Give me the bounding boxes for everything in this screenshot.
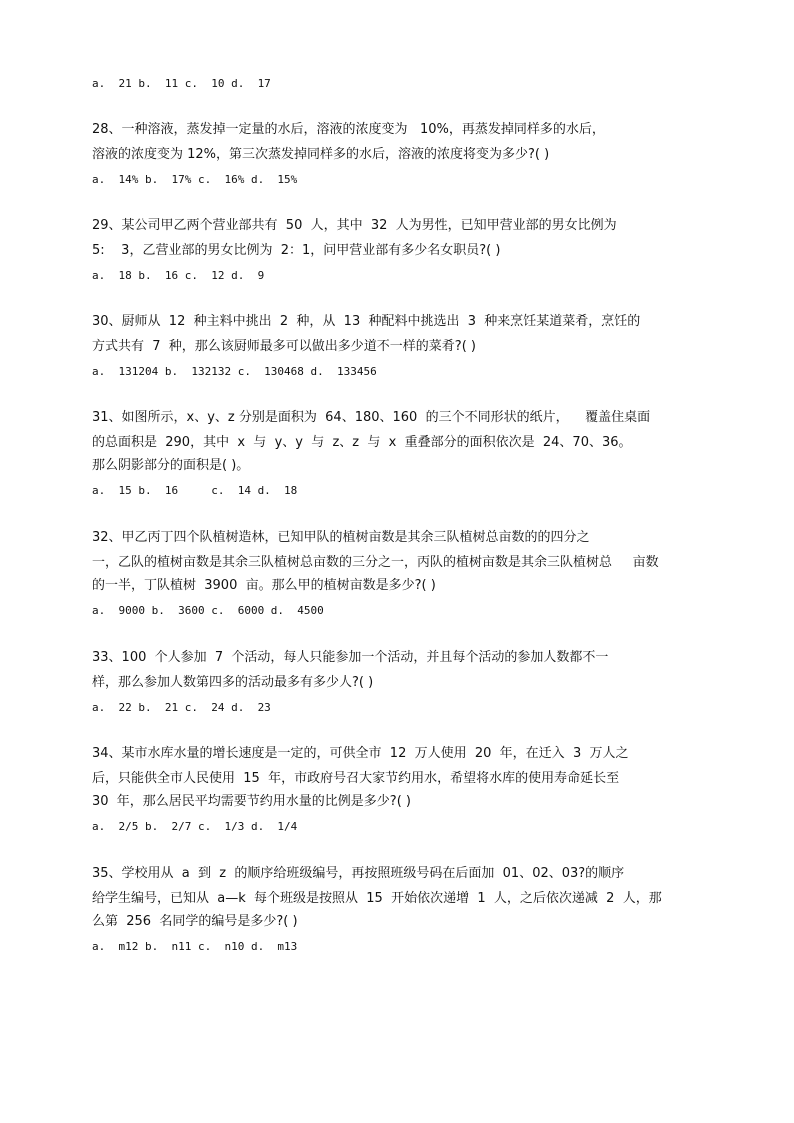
question-33-options: a. 22 b. 21 c. 24 d. 23: [92, 701, 271, 714]
question-34-line-2: 后，只能供全市人民使用 15 年，市政府号召大家节约用水，希望将水库的使用寿命延长至: [92, 771, 620, 786]
question-34-options: a. 2/5 b. 2/7 c. 1/3 d. 1/4: [92, 820, 298, 833]
question-34-line-1: 34、某市水库水量的增长速度是一定的，可供全市 12 万人使用 20 年，在迁入 3 万人之: [92, 746, 629, 761]
question-35-line-3: 么第 256 名同学的编号是多少?( ): [92, 914, 298, 929]
question-28-options: a. 14% b. 17% c. 16% d. 15%: [92, 173, 298, 186]
question-35-line-2: 给学生编号，已知从 a—k 每个班级是按照从 15 开始依次递增 1 人，之后依次递减 2 人，那: [92, 891, 662, 906]
question-35-options: a. m12 b. n11 c. n10 d. m13: [92, 940, 298, 953]
question-30-line-2: 方式共有 7 种，那么该厨师最多可以做出多少道不一样的菜肴?( ): [92, 339, 476, 354]
question-31-line-1: 31、如图所示，x、y、z 分别是面积为 64、180、160 的三个不同形状的纸片， 覆盖住桌面: [92, 410, 651, 425]
question-28-line-2: 溶液的浓度变为 12%，第三次蒸发掉同样多的水后，溶液的浓度将变为多少?( ): [92, 147, 550, 162]
question-34-line-3: 30 年，那么居民平均需要节约用水量的比例是多少?( ): [92, 794, 411, 809]
question-33-line-1: 33、100 个人参加 7 个活动，每人只能参加一个活动，并且每个活动的参加人数都不一: [92, 650, 609, 665]
question-35-line-1: 35、学校用从 a 到 z 的顺序给班级编号，再按照班级号码在后面加 01、02、03?的顺序: [92, 866, 625, 881]
question-30-line-1: 30、厨师从 12 种主料中挑出 2 种，从 13 种配料中挑选出 3 种来烹饪某道菜肴，烹饪的: [92, 314, 641, 329]
question-29-options: a. 18 b. 16 c. 12 d. 9: [92, 269, 265, 282]
question-33-line-2: 样，那么参加人数第四多的活动最多有多少人?( ): [92, 675, 374, 690]
question-32-line-1: 32、甲乙丙丁四个队植树造林，已知甲队的植树亩数是其余三队植树总亩数的的四分之: [92, 530, 590, 545]
question-28-line-1: 28、一种溶液，蒸发掉一定量的水后，溶液的浓度变为 10%，再蒸发掉同样多的水后，: [92, 122, 605, 137]
question-30-options: a. 131204 b. 132132 c. 130468 d. 133456: [92, 365, 377, 378]
prev-question-options: a. 21 b. 11 c. 10 d. 17: [92, 77, 271, 90]
question-29-line-2: 5: 3，乙营业部的男女比例为 2：1，问甲营业部有多少名女职员?( ): [92, 243, 501, 258]
question-31-line-3: 那么阴影部分的面积是( )。: [92, 458, 250, 473]
question-31-line-2: 的总面积是 290，其中 x 与 y、y 与 z、z 与 x 重叠部分的面积依次是 24、70、36。: [92, 435, 632, 450]
question-31-options: a. 15 b. 16 c. 14 d. 18: [92, 484, 298, 497]
question-32-options: a. 9000 b. 3600 c. 6000 d. 4500: [92, 604, 324, 617]
question-29-line-1: 29、某公司甲乙两个营业部共有 50 人，其中 32 人为男性，已知甲营业部的男女比例为: [92, 218, 617, 233]
question-32-line-2: 一，乙队的植树亩数是其余三队植树总亩数的三分之一，丙队的植树亩数是其余三队植树总 亩数: [92, 555, 659, 570]
question-32-line-3: 的一半，丁队植树 3900 亩。那么甲的植树亩数是多少?( ): [92, 578, 436, 593]
